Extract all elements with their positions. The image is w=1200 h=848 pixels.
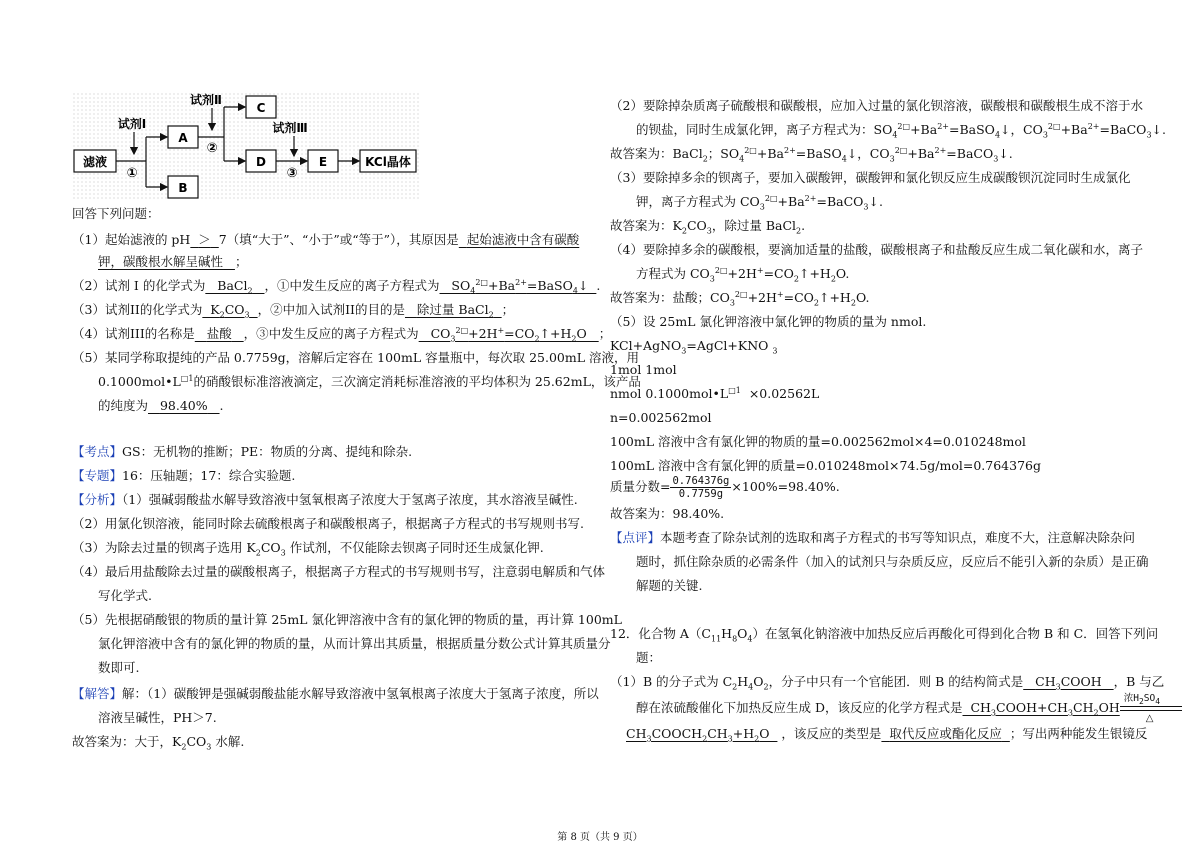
reaction-arrow: 浓$H_2SO_4$ △ [1120, 706, 1182, 711]
q12-line2: 题： [636, 650, 662, 665]
fenxi-tag: 【分析】 [72, 492, 123, 507]
r-answer2: 故答案为：BaCl$_2$；$SO_4^{2□}+Ba^{2+}=BaSO_4↓$，$CO_3^{2□}+Ba^{2+}=BaCO_3↓$. [610, 145, 1013, 164]
q1-answer1: ＞ [198, 232, 211, 247]
fenxi-line3: （3）为除去过量的钡离子选用 $K_2CO_3$ 作试剂，不仅能除去钡离子同时还生成氯化钾. [72, 540, 544, 558]
fenxi-line5: （5）先根据硝酸银的物质的量计算 25mL 氯化钾溶液中含有的氯化钾的物质的量，再计算 100mL [72, 612, 622, 627]
jieda-tag: 【解答】 [72, 686, 123, 701]
label-reagent1: 试剂Ⅰ [117, 117, 147, 131]
label-start: 滤液 [82, 155, 108, 169]
dianping-line1: 【点评】本题考查了除杂试剂的选取和离子方程式的书写等知识点，难度不大，注意解决除杂问 [610, 530, 1136, 545]
r-q3-line2: 钾，离子方程式为 $CO_3^{2□}+Ba^{2+}=BaCO_3↓$. [636, 193, 883, 212]
label-reagent2: 试剂Ⅱ [190, 93, 222, 107]
dianping-line2: 题时，抓住除杂质的必需条件（加入的试剂只与杂质反应，反应后不能引入新的杂质）是正确 [636, 554, 1149, 569]
page-footer: 第 8 页（共 9 页） [557, 832, 643, 843]
label-a: A [178, 131, 188, 145]
r-answer4: 故答案为：盐酸；$CO_3^{2□}+2H^+=CO_2↑+H_2O$. [610, 289, 870, 308]
r-q3-line1: （3）要除掉多余的钡离子，要加入碳酸钾，碳酸钾和氯化钡反应生成碳酸钡沉淀同时生成氯化 [610, 170, 1131, 185]
fenxi-line5b: 氯化钾溶液中含有的氯化钾的物质的量，从而计算出其质量，根据质量分数公式计算其质量分 [98, 636, 611, 651]
label-product: KCl晶体 [365, 155, 411, 169]
fenxi-line4b: 写化学式. [98, 588, 152, 603]
mass-fraction: $\frac{0.764376g}{0.7759g}$ [672, 475, 730, 500]
q5-line3: 的纯度为 98.40% . [98, 398, 224, 413]
fenxi-line1: 【分析】（1）强碱弱酸盐水解导致溶液中氢氧根离子浓度大于氢离子浓度，其水溶液呈碱性. [72, 492, 578, 507]
answer1-line: 故答案为：大于，$K_2CO_3$ 水解. [72, 734, 245, 752]
jieda-line1: 【解答】解：（1）碳酸钾是强碱弱酸盐能水解导致溶液中氢氧根离子浓度大于氢离子浓度，所以 [72, 686, 599, 701]
zhuanti-line: 【专题】16：压轴题；17：综合实验题. [72, 468, 296, 483]
jieda-line2: 溶液呈碱性，PH＞7. [98, 710, 217, 725]
q1-answer2: 起始滤液中含有碳酸 [466, 232, 580, 247]
q4-line: （4）试剂III的名称是 盐酸 ，③中发生反应的离子方程式为 $CO_3^{2□}+2H^+=CO_2↑+H_2O$ ； [72, 325, 612, 344]
intro-line: 回答下列问题： [72, 206, 160, 221]
q5-line2: $0.1000mol•L^{□1}$的硝酸银标准溶液滴定，三次滴定消耗标准溶液的平均体积为 25.62mL，该产品 [98, 373, 641, 389]
r-q2-line2: 的钡盐，同时生成氯化钾，离子方程式为：$SO_4^{2□}+Ba^{2+}=BaSO_4↓$，$CO_3^{2□}+Ba^{2+}=BaCO_3↓$. [636, 121, 1166, 140]
label-reagent3: 试剂Ⅲ [272, 121, 308, 135]
r-n-line: n=0.002562mol [610, 410, 712, 425]
flow-diagram [72, 92, 420, 200]
q12-line5: $CH_3COOCH_2CH_3+H_2O$ ，该反应的类型是 取代反应或酯化反应 ；写出两种能发生银镜反 [626, 726, 1148, 744]
dianping-line3: 解题的关键. [636, 578, 703, 593]
r-answer3: 故答案为：$K_2CO_3$，除过量 BaCl$_2$. [610, 218, 806, 236]
kaodian-tag: 【考点】 [72, 444, 123, 459]
label-step1: ① [126, 166, 138, 181]
r-fraction-line: 质量分数= $\frac{0.764376g}{0.7759g}$ ×100%=98.40%. [610, 475, 840, 500]
zhuanti-tag: 【专题】 [72, 468, 123, 483]
r-q4-line1: （4）要除掉多余的碳酸根，要滴加适量的盐酸，碳酸根离子和盐酸反应生成二氧化碳和水，离子 [610, 242, 1143, 257]
flow-diagram-svg [72, 92, 420, 200]
label-c: C [256, 101, 266, 115]
q1-line1: （1）起始滤液的 pH ＞ 7（填“大于”、“小于”或“等于”），其原因是 起始滤液中含有碳酸 [72, 232, 580, 247]
r-q5-line: （5）设 25mL 氯化钾溶液中氯化钾的物质的量为 nmol. [610, 314, 927, 329]
q5-line1: （5）某同学称取提纯的产品 0.7759g，溶解后定容在 100mL 容量瓶中，每次取 25.00mL 溶液，用 [72, 350, 640, 365]
r-q2-line1: （2）要除掉杂质离子硫酸根和碳酸根，应加入过量的氯化钡溶液，碳酸根和碳酸根生成不溶于水 [610, 98, 1143, 113]
q12-line4: 醇在浓硫酸催化下加热反应生成 D，该反应的化学方程式是 $CH_3COOH+CH_3CH_2OH$ 浓$H_2SO_4$ △ [610, 700, 1182, 716]
label-b: B [178, 181, 188, 195]
r-eq-line: KCl+AgNO$_3$=AgCl+KNO $_3$ [610, 338, 778, 356]
r-moles-line: 100mL 溶液中含有氯化钾的物质的量=0.002562mol×4=0.010248mol [610, 434, 1026, 449]
r-answer5: 故答案为：98.40%. [610, 506, 725, 521]
q12-line3: （1）B 的分子式为 $C_2H_4O_2$，分子中只有一个官能团．则 B 的结构简式是 $CH_3COOH$ ，B 与乙 [610, 674, 1165, 692]
label-e: E [318, 155, 328, 169]
fenxi-line5c: 数即可. [98, 660, 140, 675]
r-nmol-line: nmol $0.1000mol•L^{□1} \times 0.02562L$ [610, 385, 820, 401]
label-step3: ③ [286, 166, 298, 181]
q12-line1: 12．化合物 $A(C_{11}H_8O_4)$在氢氧化钠溶液中加热反应后再酸化可得到化合物 B 和 C．回答下列问 [610, 626, 1159, 644]
label-d: D [256, 155, 266, 169]
fenxi-line2: （2）用氯化钡溶液，能同时除去硫酸根离子和碳酸根离子，根据离子方程式的书写规则书写. [72, 516, 584, 531]
r-mass-line: 100mL 溶液中含有氯化钾的质量=0.010248mol×74.5g/mol=0.764376g [610, 458, 1041, 473]
q2-line: （2）试剂 I 的化学式为 BaCl$_2$ ，①中发生反应的离子方程式为 $SO_4^{2□}+Ba^{2+}=BaSO_4↓$ . [72, 277, 601, 296]
kaodian-line: 【考点】GS：无机物的推断；PE：物质的分离、提纯和除杂. [72, 444, 413, 459]
dianping-tag: 【点评】 [610, 530, 661, 545]
label-step2: ② [206, 141, 218, 156]
fenxi-line4: （4）最后用盐酸除去过量的碳酸根离子，根据离子方程式的书写规则书写，注意弱电解质和气体 [72, 564, 605, 579]
q3-line: （3）试剂II的化学式为 $K_2CO_3$ ，②中加入试剂II的目的是 除过量 BaCl$_2$ ； [72, 302, 515, 320]
r-q4-line2: 方程式为 $CO_3^{2□}+2H^+=CO_2↑+H_2O$. [636, 265, 850, 284]
r-mol-line: 1mol 1mol [610, 362, 677, 377]
q1-line2: 钾，碳酸根水解呈碱性 ； [98, 254, 248, 269]
